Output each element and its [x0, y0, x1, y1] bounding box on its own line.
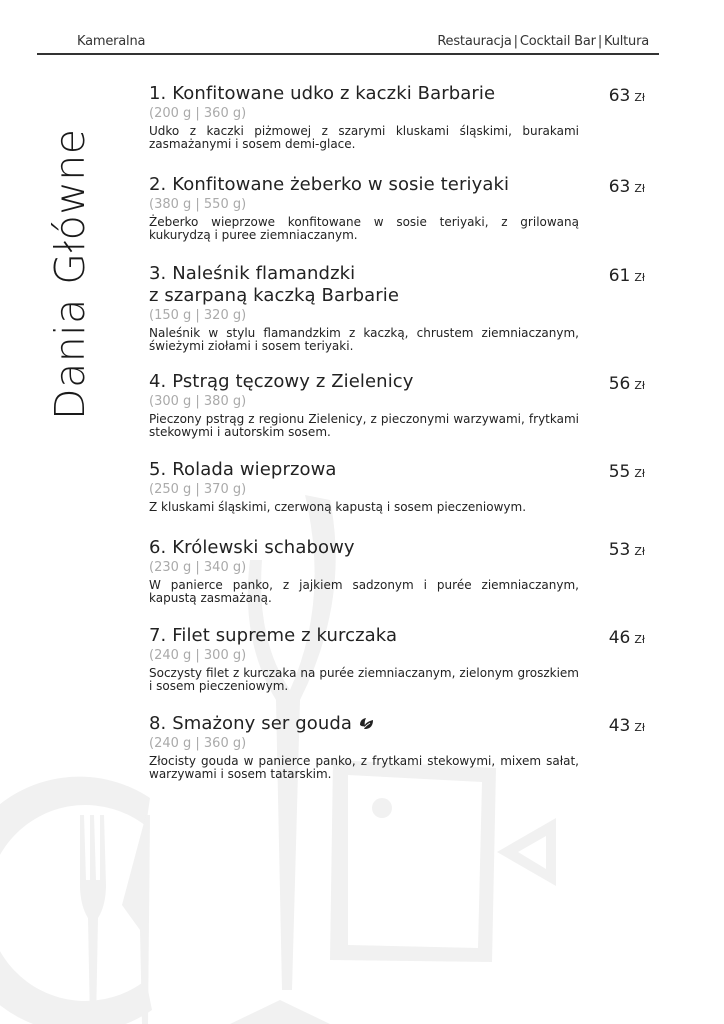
item-name: 2. Konfitowane żeberko w sosie teriyaki — [149, 174, 510, 195]
item-description: Złocisty gouda w panierce panko, z frytkami stekowymi, mixem sałat, warzywami i sosem tatarskim. — [149, 754, 579, 781]
item-name: 8. Smażony ser gouda — [149, 713, 353, 734]
item-name: 1. Konfitowane udko z kaczki Barbarie — [149, 83, 496, 104]
menu-item — [149, 625, 649, 713]
item-weight: (200 g | 360 g) — [149, 106, 247, 121]
item-price — [609, 628, 645, 648]
item-description: W panierce panko, z jajkiem sadzonym i purée ziemniaczanym, kapustą zasmażaną. — [149, 578, 579, 605]
nav-restauracja: Restauracja — [437, 34, 512, 49]
price-value: 61 — [608, 266, 631, 286]
item-weight: (380 g | 550 g) — [149, 197, 247, 212]
item-description: Z kluskami śląskimi, czerwoną kapustą i sosem pieczeniowym. — [149, 500, 527, 514]
item-weight: (250 g | 370 g) — [149, 482, 247, 497]
item-price — [609, 177, 645, 197]
currency: Zł — [634, 271, 645, 284]
currency: Zł — [634, 91, 645, 104]
item-price — [609, 374, 645, 394]
menu-item — [149, 371, 649, 459]
item-price — [609, 540, 645, 560]
menu-item — [149, 174, 649, 263]
currency: Zł — [634, 379, 645, 392]
section-title: Dania Główne — [46, 128, 94, 420]
item-price — [609, 266, 645, 286]
item-name-line1: 3. Naleśnik flamandzki — [149, 263, 356, 284]
menu-item — [149, 537, 649, 625]
item-name: 4. Pstrąg tęczowy z Zielenicy — [149, 371, 414, 392]
currency: Zł — [634, 182, 645, 195]
item-weight: (230 g | 340 g) — [149, 560, 247, 575]
price-value: 43 — [608, 716, 631, 736]
price-value: 63 — [608, 86, 631, 106]
item-price — [609, 716, 645, 736]
currency: Zł — [634, 721, 645, 734]
item-description: Udko z kaczki piżmowej z szarymi kluskami śląskimi, burakami zasmażanymi i sosem demi-glace. — [149, 124, 579, 151]
menu-item — [149, 713, 649, 801]
item-price — [609, 86, 645, 106]
currency: Zł — [634, 633, 645, 646]
item-description: Naleśnik w stylu flamandzkim z kaczką, chrustem ziemniaczanym, świeżymi ziołami i sosem teriyaki. — [149, 326, 579, 353]
item-weight: (240 g | 300 g) — [149, 648, 247, 663]
separator: | — [513, 34, 518, 49]
leaf-icon — [358, 716, 374, 732]
price-value: 55 — [608, 462, 631, 482]
price-value: 46 — [608, 628, 631, 648]
item-description: Żeberko wieprzowe konfitowane w sosie teriyaki, z grilowaną kukurydzą i puree ziemniaczanym. — [149, 215, 579, 242]
menu-list — [149, 83, 649, 801]
item-name: 6. Królewski schabowy — [149, 537, 355, 558]
currency: Zł — [634, 467, 645, 480]
item-weight: (300 g | 380 g) — [149, 394, 247, 409]
price-value: 53 — [608, 540, 631, 560]
menu-item — [149, 83, 649, 174]
separator: | — [597, 34, 603, 49]
item-name-line2: z szarpaną kaczką Barbarie — [149, 285, 400, 306]
price-value: 63 — [608, 177, 631, 197]
item-weight: (240 g | 360 g) — [149, 736, 247, 751]
menu-item — [149, 459, 649, 537]
currency: Zł — [634, 545, 645, 558]
header-nav — [437, 34, 649, 49]
item-name: 5. Rolada wieprzowa — [149, 459, 337, 480]
page-header — [37, 31, 659, 55]
fork-shape — [80, 815, 106, 1024]
menu-item — [149, 263, 649, 371]
item-name-row — [149, 713, 569, 735]
item-weight: (150 g | 320 g) — [149, 308, 247, 323]
item-description: Pieczony pstrąg z regionu Zielenicy, z pieczonymi warzywami, frytkami stekowymi i autorskim sosem. — [149, 412, 579, 439]
nav-cocktail-bar: Cocktail Bar — [519, 34, 596, 49]
nav-kultura: Kultura — [604, 34, 649, 49]
item-description: Soczysty filet z kurczaka na purée ziemniaczanym, zielonym groszkiem i sosem pieczeniowym. — [149, 666, 579, 693]
price-value: 56 — [608, 374, 631, 394]
brand-name: Kameralna — [77, 34, 146, 49]
item-price — [609, 462, 645, 482]
item-name: 7. Filet supreme z kurczaka — [149, 625, 398, 646]
